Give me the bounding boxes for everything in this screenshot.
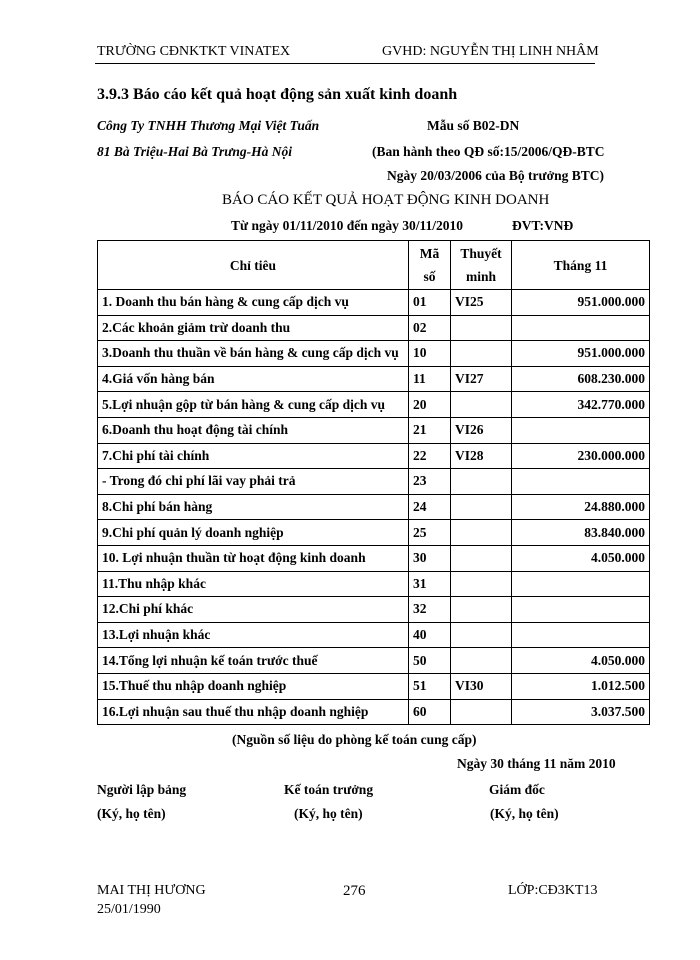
- row-value: 951.000.000: [512, 341, 650, 367]
- footer-dob: 25/01/1990: [97, 902, 161, 917]
- row-item: 5.Lợi nhuận gộp từ bán hàng & cung cấp dịch vụ: [98, 392, 409, 418]
- table-row: [98, 392, 650, 418]
- table-row: [98, 571, 650, 597]
- row-code: 24: [409, 494, 451, 520]
- table-row: [98, 417, 650, 443]
- header-code-line2: số: [423, 269, 436, 284]
- row-code: 51: [409, 673, 451, 699]
- table-row: [98, 622, 650, 648]
- table-row: [98, 341, 650, 367]
- row-value: 3.037.500: [512, 699, 650, 725]
- row-item: 11.Thu nhập khác: [98, 571, 409, 597]
- header-item: Chỉ tiêu: [98, 241, 409, 290]
- table-row: [98, 290, 650, 316]
- row-value: [512, 622, 650, 648]
- footer-author: MAI THỊ HƯƠNG: [97, 883, 206, 898]
- row-value: 4.050.000: [512, 545, 650, 571]
- row-value: 608.230.000: [512, 366, 650, 392]
- row-note: [451, 545, 512, 571]
- header-rule: [95, 63, 595, 64]
- table-row: [98, 673, 650, 699]
- header-code: [409, 241, 451, 290]
- row-note: VI26: [451, 417, 512, 443]
- row-item: - Trong đó chi phí lãi vay phải trả: [98, 469, 409, 495]
- row-code: 30: [409, 545, 451, 571]
- report-title: BÁO CÁO KẾT QUẢ HOẠT ĐỘNG KINH DOANH: [222, 192, 550, 208]
- row-value: 1.012.500: [512, 673, 650, 699]
- row-item: 4.Giá vốn hàng bán: [98, 366, 409, 392]
- row-item: 14.Tổng lợi nhuận kế toán trước thuế: [98, 648, 409, 674]
- row-code: 32: [409, 597, 451, 623]
- signature-role-chief-accountant: Kế toán trưởng: [284, 782, 374, 797]
- row-value: [512, 417, 650, 443]
- table-row: [98, 315, 650, 341]
- company-name: Công Ty TNHH Thương Mại Việt Tuấn: [97, 118, 320, 133]
- row-item: 7.Chi phí tài chính: [98, 443, 409, 469]
- signature-role-director: Giám đốc: [489, 782, 545, 797]
- income-statement-table: [97, 240, 650, 725]
- company-address: 81 Bà Triệu-Hai Bà Trưng-Hà Nội: [97, 144, 292, 159]
- source-note: (Nguồn số liệu do phòng kế toán cung cấp): [232, 732, 477, 747]
- row-note: VI28: [451, 443, 512, 469]
- report-unit: ĐVT:VNĐ: [512, 218, 574, 233]
- row-note: [451, 597, 512, 623]
- row-value: 951.000.000: [512, 290, 650, 316]
- row-note: [451, 520, 512, 546]
- report-period: Từ ngày 01/11/2010 đến ngày 30/11/2010: [231, 218, 464, 233]
- header-school: TRƯỜNG CĐNKTKT VINATEX: [97, 44, 291, 59]
- row-item: 1. Doanh thu bán hàng & cung cấp dịch vụ: [98, 290, 409, 316]
- row-note: [451, 341, 512, 367]
- form-number: Mẫu số B02-DN: [427, 118, 520, 133]
- table-row: [98, 443, 650, 469]
- row-value: 4.050.000: [512, 648, 650, 674]
- table-row: [98, 520, 650, 546]
- row-code: 31: [409, 571, 451, 597]
- row-item: 3.Doanh thu thuần về bán hàng & cung cấp dịch vụ: [98, 341, 409, 367]
- row-code: 21: [409, 417, 451, 443]
- header-note-line1: Thuyết: [460, 246, 502, 261]
- table-row: [98, 469, 650, 495]
- row-value: 83.840.000: [512, 520, 650, 546]
- row-item: 13.Lợi nhuận khác: [98, 622, 409, 648]
- row-value: 24.880.000: [512, 494, 650, 520]
- signature-role-preparer: Người lập bảng: [97, 782, 187, 797]
- row-note: [451, 469, 512, 495]
- row-item: 15.Thuế thu nhập doanh nghiệp: [98, 673, 409, 699]
- row-value: 230.000.000: [512, 443, 650, 469]
- row-code: 40: [409, 622, 451, 648]
- table-row: [98, 699, 650, 725]
- row-item: 2.Các khoản giảm trừ doanh thu: [98, 315, 409, 341]
- table-body: [98, 290, 650, 725]
- row-item: 16.Lợi nhuận sau thuế thu nhập doanh nghiệp: [98, 699, 409, 725]
- header-note-line2: minh: [465, 269, 496, 284]
- row-code: 01: [409, 290, 451, 316]
- issued-by: (Ban hành theo QĐ số:15/2006/QĐ-BTC: [372, 144, 605, 159]
- signature-hint-preparer: (Ký, họ tên): [97, 806, 166, 821]
- row-item: 9.Chi phí quản lý doanh nghiệp: [98, 520, 409, 546]
- row-item: 12.Chi phí khác: [98, 597, 409, 623]
- row-note: [451, 392, 512, 418]
- table-row: [98, 366, 650, 392]
- table-row: [98, 648, 650, 674]
- table-row: [98, 545, 650, 571]
- row-code: 25: [409, 520, 451, 546]
- header-note: [451, 241, 512, 290]
- header-month: Tháng 11: [512, 241, 650, 290]
- row-code: 50: [409, 648, 451, 674]
- row-code: 23: [409, 469, 451, 495]
- header-code-line1: Mã: [419, 246, 440, 261]
- table-row: [98, 597, 650, 623]
- footer-class: LỚP:CĐ3KT13: [508, 883, 598, 898]
- row-value: [512, 571, 650, 597]
- row-code: 22: [409, 443, 451, 469]
- row-note: VI27: [451, 366, 512, 392]
- row-note: [451, 315, 512, 341]
- table-header-row: [98, 241, 650, 290]
- row-value: [512, 597, 650, 623]
- row-note: [451, 571, 512, 597]
- row-code: 20: [409, 392, 451, 418]
- row-code: 11: [409, 366, 451, 392]
- row-note: VI30: [451, 673, 512, 699]
- page-number: 276: [343, 883, 366, 899]
- sign-date: Ngày 30 tháng 11 năm 2010: [457, 756, 616, 771]
- header-instructor: GVHD: NGUYỄN THỊ LINH NHÂM: [382, 44, 599, 59]
- issued-date: Ngày 20/03/2006 của Bộ trưởng BTC): [387, 168, 604, 183]
- row-value: [512, 469, 650, 495]
- section-title: 3.9.3 Báo cáo kết quả hoạt động sản xuất kinh doanh: [97, 86, 458, 103]
- row-item: 6.Doanh thu hoạt động tài chính: [98, 417, 409, 443]
- row-code: 10: [409, 341, 451, 367]
- row-code: 02: [409, 315, 451, 341]
- row-note: [451, 622, 512, 648]
- signature-hint-director: (Ký, họ tên): [490, 806, 559, 821]
- row-note: [451, 494, 512, 520]
- row-note: VI25: [451, 290, 512, 316]
- row-note: [451, 699, 512, 725]
- table-row: [98, 494, 650, 520]
- row-note: [451, 648, 512, 674]
- row-value: [512, 315, 650, 341]
- row-item: 10. Lợi nhuận thuần từ hoạt động kinh doanh: [98, 545, 409, 571]
- signature-hint-chief-accountant: (Ký, họ tên): [294, 806, 363, 821]
- row-code: 60: [409, 699, 451, 725]
- row-item: 8.Chi phí bán hàng: [98, 494, 409, 520]
- row-value: 342.770.000: [512, 392, 650, 418]
